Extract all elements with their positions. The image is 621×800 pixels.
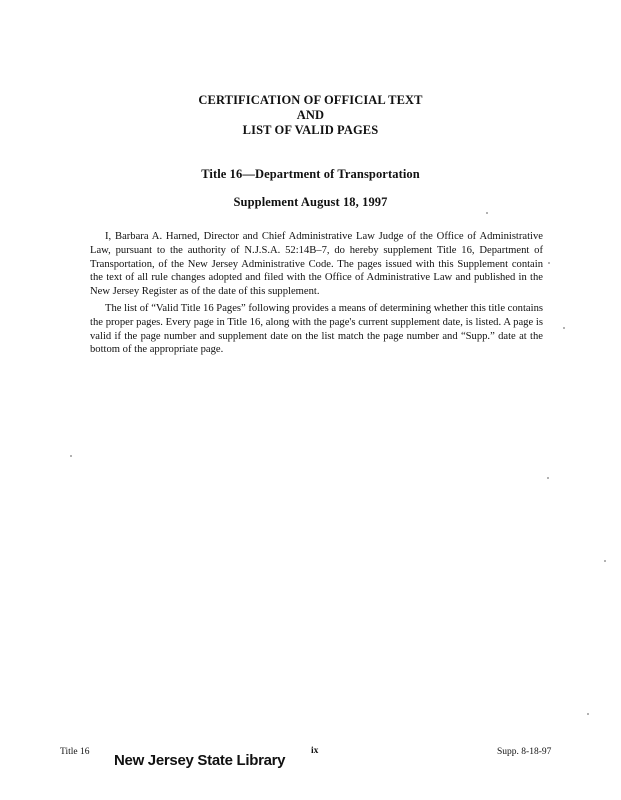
scan-speck — [486, 212, 488, 214]
footer-page-number: ix — [311, 746, 319, 756]
scan-speck — [548, 262, 550, 264]
scan-speck — [587, 713, 589, 715]
scan-speck — [70, 455, 72, 457]
scan-speck — [547, 477, 549, 479]
footer-title: Title 16 — [60, 747, 90, 757]
library-stamp: New Jersey State Library — [114, 752, 286, 769]
scan-speck — [604, 560, 606, 562]
department-title: Title 16—Department of Transportation — [201, 167, 420, 181]
certification-title-line2: AND — [296, 108, 325, 122]
supplement-date-heading: Supplement August 18, 1997 — [233, 195, 388, 209]
footer-supp-date: Supp. 8-18-97 — [497, 747, 552, 757]
certification-title-line3: LIST OF VALID PAGES — [242, 123, 379, 137]
valid-pages-paragraph: The list of “Valid Title 16 Pages” following provides a means of determining whether this title contains the proper pages. Every page in Title 16, along with the page's current supplement date, is listed. A page is valid if the page number and supplement date on the list match the page number and “Supp.” date at the bottom of the appropriate page. — [90, 303, 543, 356]
certification-title-line1: CERTIFICATION OF OFFICIAL TEXT — [198, 93, 423, 107]
scan-speck — [563, 327, 565, 329]
certification-paragraph: I, Barbara A. Harned, Director and Chief Administrative Law Judge of the Office of Administrative Law, pursuant to the authority of N.J.S.A. 52:14B–7, do hereby supplement Title 16, Department of Transportation, of the New Jersey Administrative Code. The pages issued with this Supplement contain the text of all rule changes adopted and filed with the Office of Administrative Law and published in the New Jersey Register as of the date of this supplement. — [90, 231, 543, 298]
